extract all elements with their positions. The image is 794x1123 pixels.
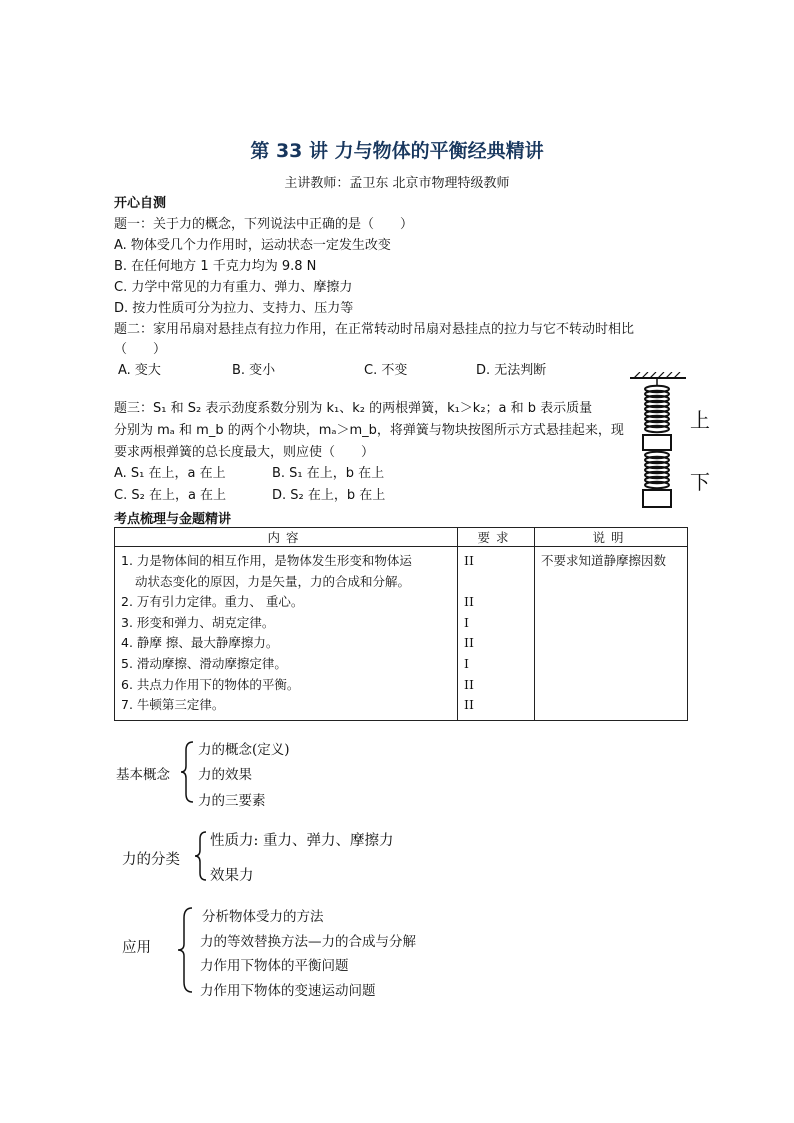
table-row-continuation: 动状态变化的原因，力是矢量，力的合成和分解。	[135, 573, 411, 589]
mindmap-basic-item: 力的三要素	[198, 793, 266, 809]
q3-option-a: A. S₁ 在上，a 在上	[114, 466, 226, 481]
content-cell	[115, 547, 458, 721]
table-row: 6. 共点力作用下的物体的平衡。	[121, 676, 300, 692]
figure-label-top: 上	[690, 408, 710, 432]
q2-option-a: A. 变大	[118, 363, 161, 378]
brace-apply	[176, 906, 194, 994]
q1-option-c: C. 力学中常见的力有重力、弹力、摩擦力	[114, 280, 353, 295]
level-cell	[458, 547, 535, 721]
header-requirement: 要求	[458, 528, 535, 547]
mindmap-apply-item: 力的等效替换方法—力的合成与分解	[200, 934, 416, 950]
q2-option-d: D. 无法判断	[476, 363, 547, 378]
mindmap-classify-label: 力的分类	[122, 852, 180, 868]
table-row: 4. 静摩 擦、最大静摩擦力。	[121, 635, 279, 651]
figure-label-bottom: 下	[690, 470, 710, 494]
mindmap-apply-item: 力作用下物体的平衡问题	[200, 958, 349, 974]
q1-option-b: B. 在任何地方 1 千克力均为 9.8 N	[114, 259, 317, 274]
q2-option-c: C. 不变	[364, 363, 408, 378]
level-value: II	[464, 553, 474, 568]
table-row: 3. 形变和弹力、胡克定律。	[121, 614, 275, 630]
brace-basic	[180, 740, 196, 804]
brace-classify	[194, 830, 208, 882]
mindmap-classify-item: 性质力: 重力、弹力、摩擦力	[210, 833, 394, 849]
q2-option-b: B. 变小	[232, 363, 276, 378]
table-row: 7. 牛顿第三定律。	[121, 697, 225, 713]
level-value: II	[464, 594, 474, 610]
level-value: I	[464, 655, 469, 671]
q3-option-c: C. S₂ 在上，a 在上	[114, 488, 227, 503]
level-value: II	[464, 635, 474, 651]
table-row: 5. 滑动摩擦、滑动摩擦定律。	[121, 655, 287, 671]
mindmap-apply-item: 分析物体受力的方法	[202, 909, 324, 925]
table-row: 1. 力是物体间的相互作用，是物体发生形变和物体运	[121, 553, 412, 568]
note-text: 不要求知道静摩擦因数	[541, 553, 667, 568]
table-row: 2. 万有引力定律。重力、 重心。	[121, 594, 304, 610]
q1-stem: 题一：关于力的概念，下列说法中正确的是（ ）	[114, 217, 414, 232]
page-title: 第 33 讲 力与物体的平衡经典精讲	[250, 140, 544, 162]
header-content: 内容	[115, 528, 458, 547]
level-value: II	[464, 676, 474, 692]
table-header-row	[115, 528, 688, 547]
section-heading-self-test: 开心自测	[114, 196, 167, 211]
mindmap-apply-label: 应用	[122, 940, 151, 956]
q1-option-a: A. 物体受几个力作用时，运动状态一定发生改变	[114, 238, 391, 253]
header-note: 说明	[535, 528, 688, 547]
q2-stem: 题二：家用吊扇对悬挂点有拉力作用，在正常转动时吊扇对悬挂点的拉力与它不转动时相比	[114, 322, 635, 337]
page-subtitle: 主讲教师：孟卫东 北京市物理特级教师	[284, 176, 510, 191]
mindmap-classify-item: 效果力	[210, 868, 254, 884]
requirements-table	[114, 527, 688, 721]
q1-option-d: D. 按力性质可分为拉力、支持力、压力等	[114, 301, 354, 316]
q2-paren: （ ）	[114, 342, 167, 357]
q3-line-2: 分别为 mₐ 和 m_b 的两个小物块，mₐ＞m_b，将弹簧与物块按图所示方式悬挂起来，现	[114, 423, 624, 438]
q3-line-3: 要求两根弹簧的总长度最大，则应使（ ）	[114, 445, 375, 460]
mindmap-basic-item: 力的效果	[198, 767, 252, 783]
level-value: I	[464, 614, 469, 630]
level-value: II	[464, 697, 474, 713]
note-cell	[535, 547, 688, 721]
mindmap-apply-item: 力作用下物体的变速运动问题	[200, 983, 376, 999]
section-heading-key-points: 考点梳理与金题精讲	[114, 512, 232, 527]
table-body-row	[115, 547, 688, 721]
q3-option-b: B. S₁ 在上，b 在上	[272, 466, 385, 481]
q3-line-1: 题三：S₁ 和 S₂ 表示劲度系数分别为 k₁、k₂ 的两根弹簧，k₁＞k₂；a 和 b 表示质量	[114, 401, 593, 416]
q3-option-d: D. S₂ 在上，b 在上	[272, 488, 386, 503]
mindmap-basic-item: 力的概念(定义)	[198, 742, 290, 758]
mindmap-basic-label: 基本概念	[116, 767, 170, 783]
